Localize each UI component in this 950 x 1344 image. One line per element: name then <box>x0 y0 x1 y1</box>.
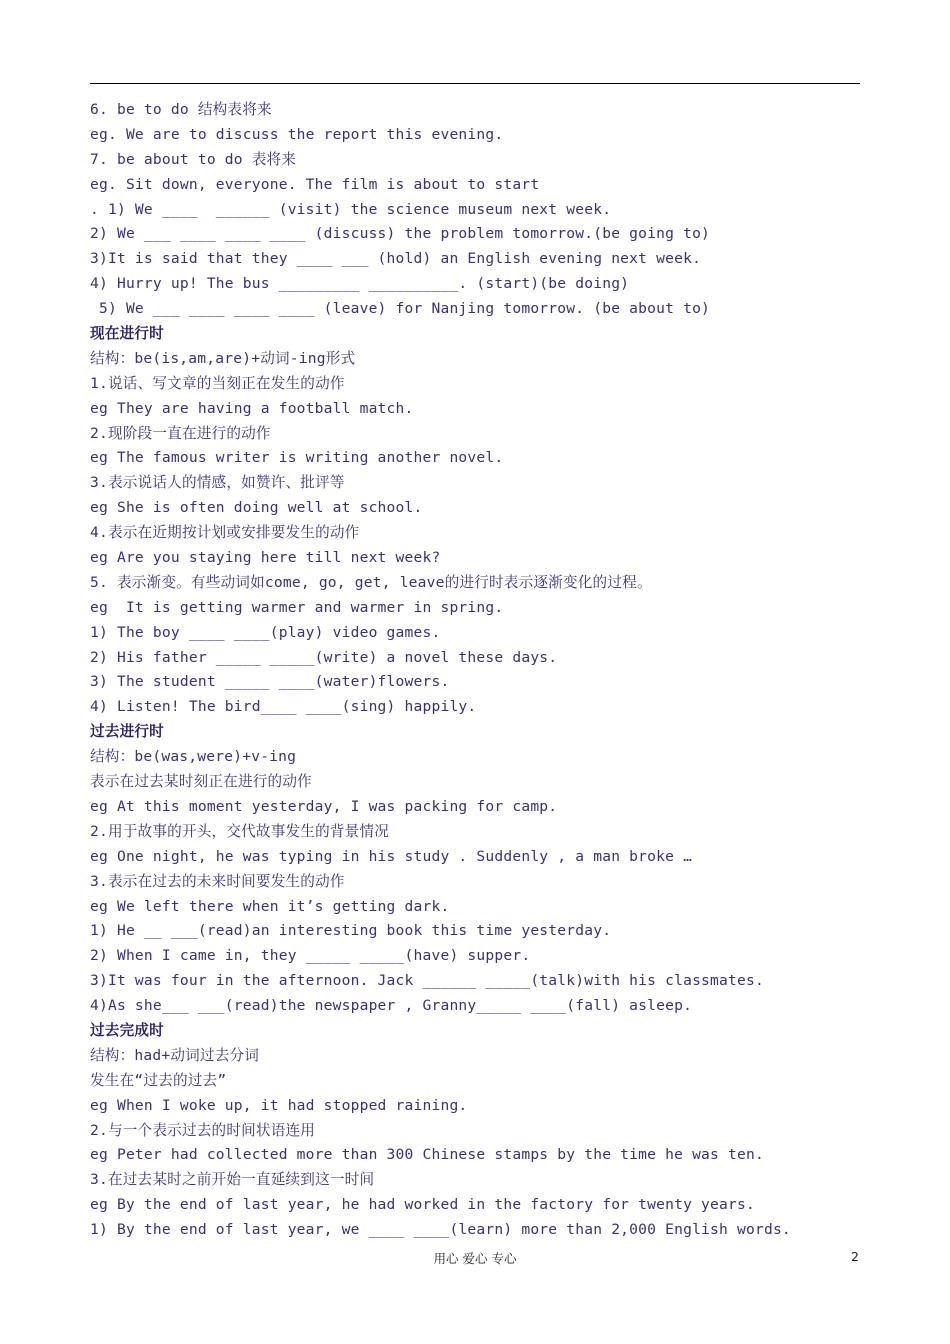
text-line: 3) The student _____ ____(water)flowers. <box>90 673 450 691</box>
text-line: 结构：be(was,were)+v-ing <box>90 748 297 766</box>
document-body <box>90 98 870 1243</box>
text-line: 2.现阶段一直在进行的动作 <box>90 424 271 442</box>
text-line: eg Are you staying here till next week? <box>90 549 441 567</box>
text-line: eg When I woke up, it had stopped raining. <box>90 1096 468 1114</box>
text-line: eg. Sit down, everyone. The film is about to start <box>90 175 540 193</box>
header-rule <box>90 83 860 84</box>
text-line: eg. We are to discuss the report this evening. <box>90 125 504 143</box>
text-line: eg We left there when it’s getting dark. <box>90 897 450 915</box>
text-line: 2.与一个表示过去的时间状语连用 <box>90 1121 316 1139</box>
footer-text: 用心 爱心 专心 <box>433 1251 517 1266</box>
text-line: 4) Listen! The bird____ ____(sing) happily. <box>90 698 477 716</box>
text-line: eg By the end of last year, he had worked in the factory for twenty years. <box>90 1196 755 1214</box>
text-line: 3)It was four in the afternoon. Jack ______ _____(talk)with his classmates. <box>90 972 764 990</box>
text-line: 结构：be(is,am,are)+动词-ing形式 <box>90 349 356 367</box>
text-line: 1) He __ ___(read)an interesting book this time yesterday. <box>90 922 612 940</box>
text-line: 2) When I came in, they _____ _____(have) supper. <box>90 947 531 965</box>
text-line: 1) By the end of last year, we ____ ____(learn) more than 2,000 English words. <box>90 1221 791 1239</box>
section-heading: 过去完成时 <box>90 1021 164 1039</box>
text-line: 3)It is said that they ____ ___ (hold) an English evening next week. <box>90 250 702 268</box>
text-line: 3.表示说话人的情感，如赞许、批评等 <box>90 474 345 492</box>
text-line: 4)As she___ ___(read)the newspaper , Granny_____ ____(fall) asleep. <box>90 997 693 1015</box>
text-line: eg At this moment yesterday, I was packing for camp. <box>90 797 558 815</box>
text-line: 2) His father _____ _____(write) a novel these days. <box>90 648 558 666</box>
text-line: . 1) We ____ ______ (visit) the science museum next week. <box>90 200 612 218</box>
text-line: eg She is often doing well at school. <box>90 499 423 517</box>
text-line: 2) We ___ ____ ____ ____ (discuss) the problem tomorrow.(be going to) <box>90 225 711 243</box>
text-line: 4) Hurry up! The bus _________ __________. (start)(be doing) <box>90 275 630 293</box>
text-line: eg They are having a football match. <box>90 399 414 417</box>
text-line: 7. be about to do 表将来 <box>90 150 297 168</box>
text-line: 发生在“过去的过去” <box>90 1071 227 1089</box>
text-line: 5. 表示渐变。有些动词如come, go, get, leave的进行时表示逐渐变化的过程。 <box>90 573 652 591</box>
text-line: eg One night, he was typing in his study . Suddenly , a man broke … <box>90 847 693 865</box>
page-number: 2 <box>851 1249 859 1264</box>
text-line: 4.表示在近期按计划或安排要发生的动作 <box>90 524 360 542</box>
text-line: 1.说话、写文章的当刻正在发生的动作 <box>90 374 345 392</box>
text-line: 6. be to do 结构表将来 <box>90 101 272 118</box>
text-line: eg Peter had collected more than 300 Chinese stamps by the time he was ten. <box>90 1146 764 1164</box>
text-line: 结构：had+动词过去分词 <box>90 1046 260 1064</box>
text-line: eg It is getting warmer and warmer in spring. <box>90 598 504 616</box>
text-line: 5) We ___ ____ ____ ____ (leave) for Nanjing tomorrow. (be about to) <box>90 300 711 318</box>
text-line: eg The famous writer is writing another novel. <box>90 449 504 467</box>
text-line: 2.用于故事的开头，交代故事发生的背景情况 <box>90 822 390 840</box>
section-heading: 现在进行时 <box>90 325 164 343</box>
section-heading: 过去进行时 <box>90 723 164 741</box>
text-line: 3.表示在过去的未来时间要发生的动作 <box>90 872 345 890</box>
text-line: 1) The boy ____ ____(play) video games. <box>90 623 441 641</box>
text-line: 表示在过去某时刻正在进行的动作 <box>90 773 312 791</box>
text-line: 3.在过去某时之前开始一直延续到这一时间 <box>90 1171 375 1189</box>
